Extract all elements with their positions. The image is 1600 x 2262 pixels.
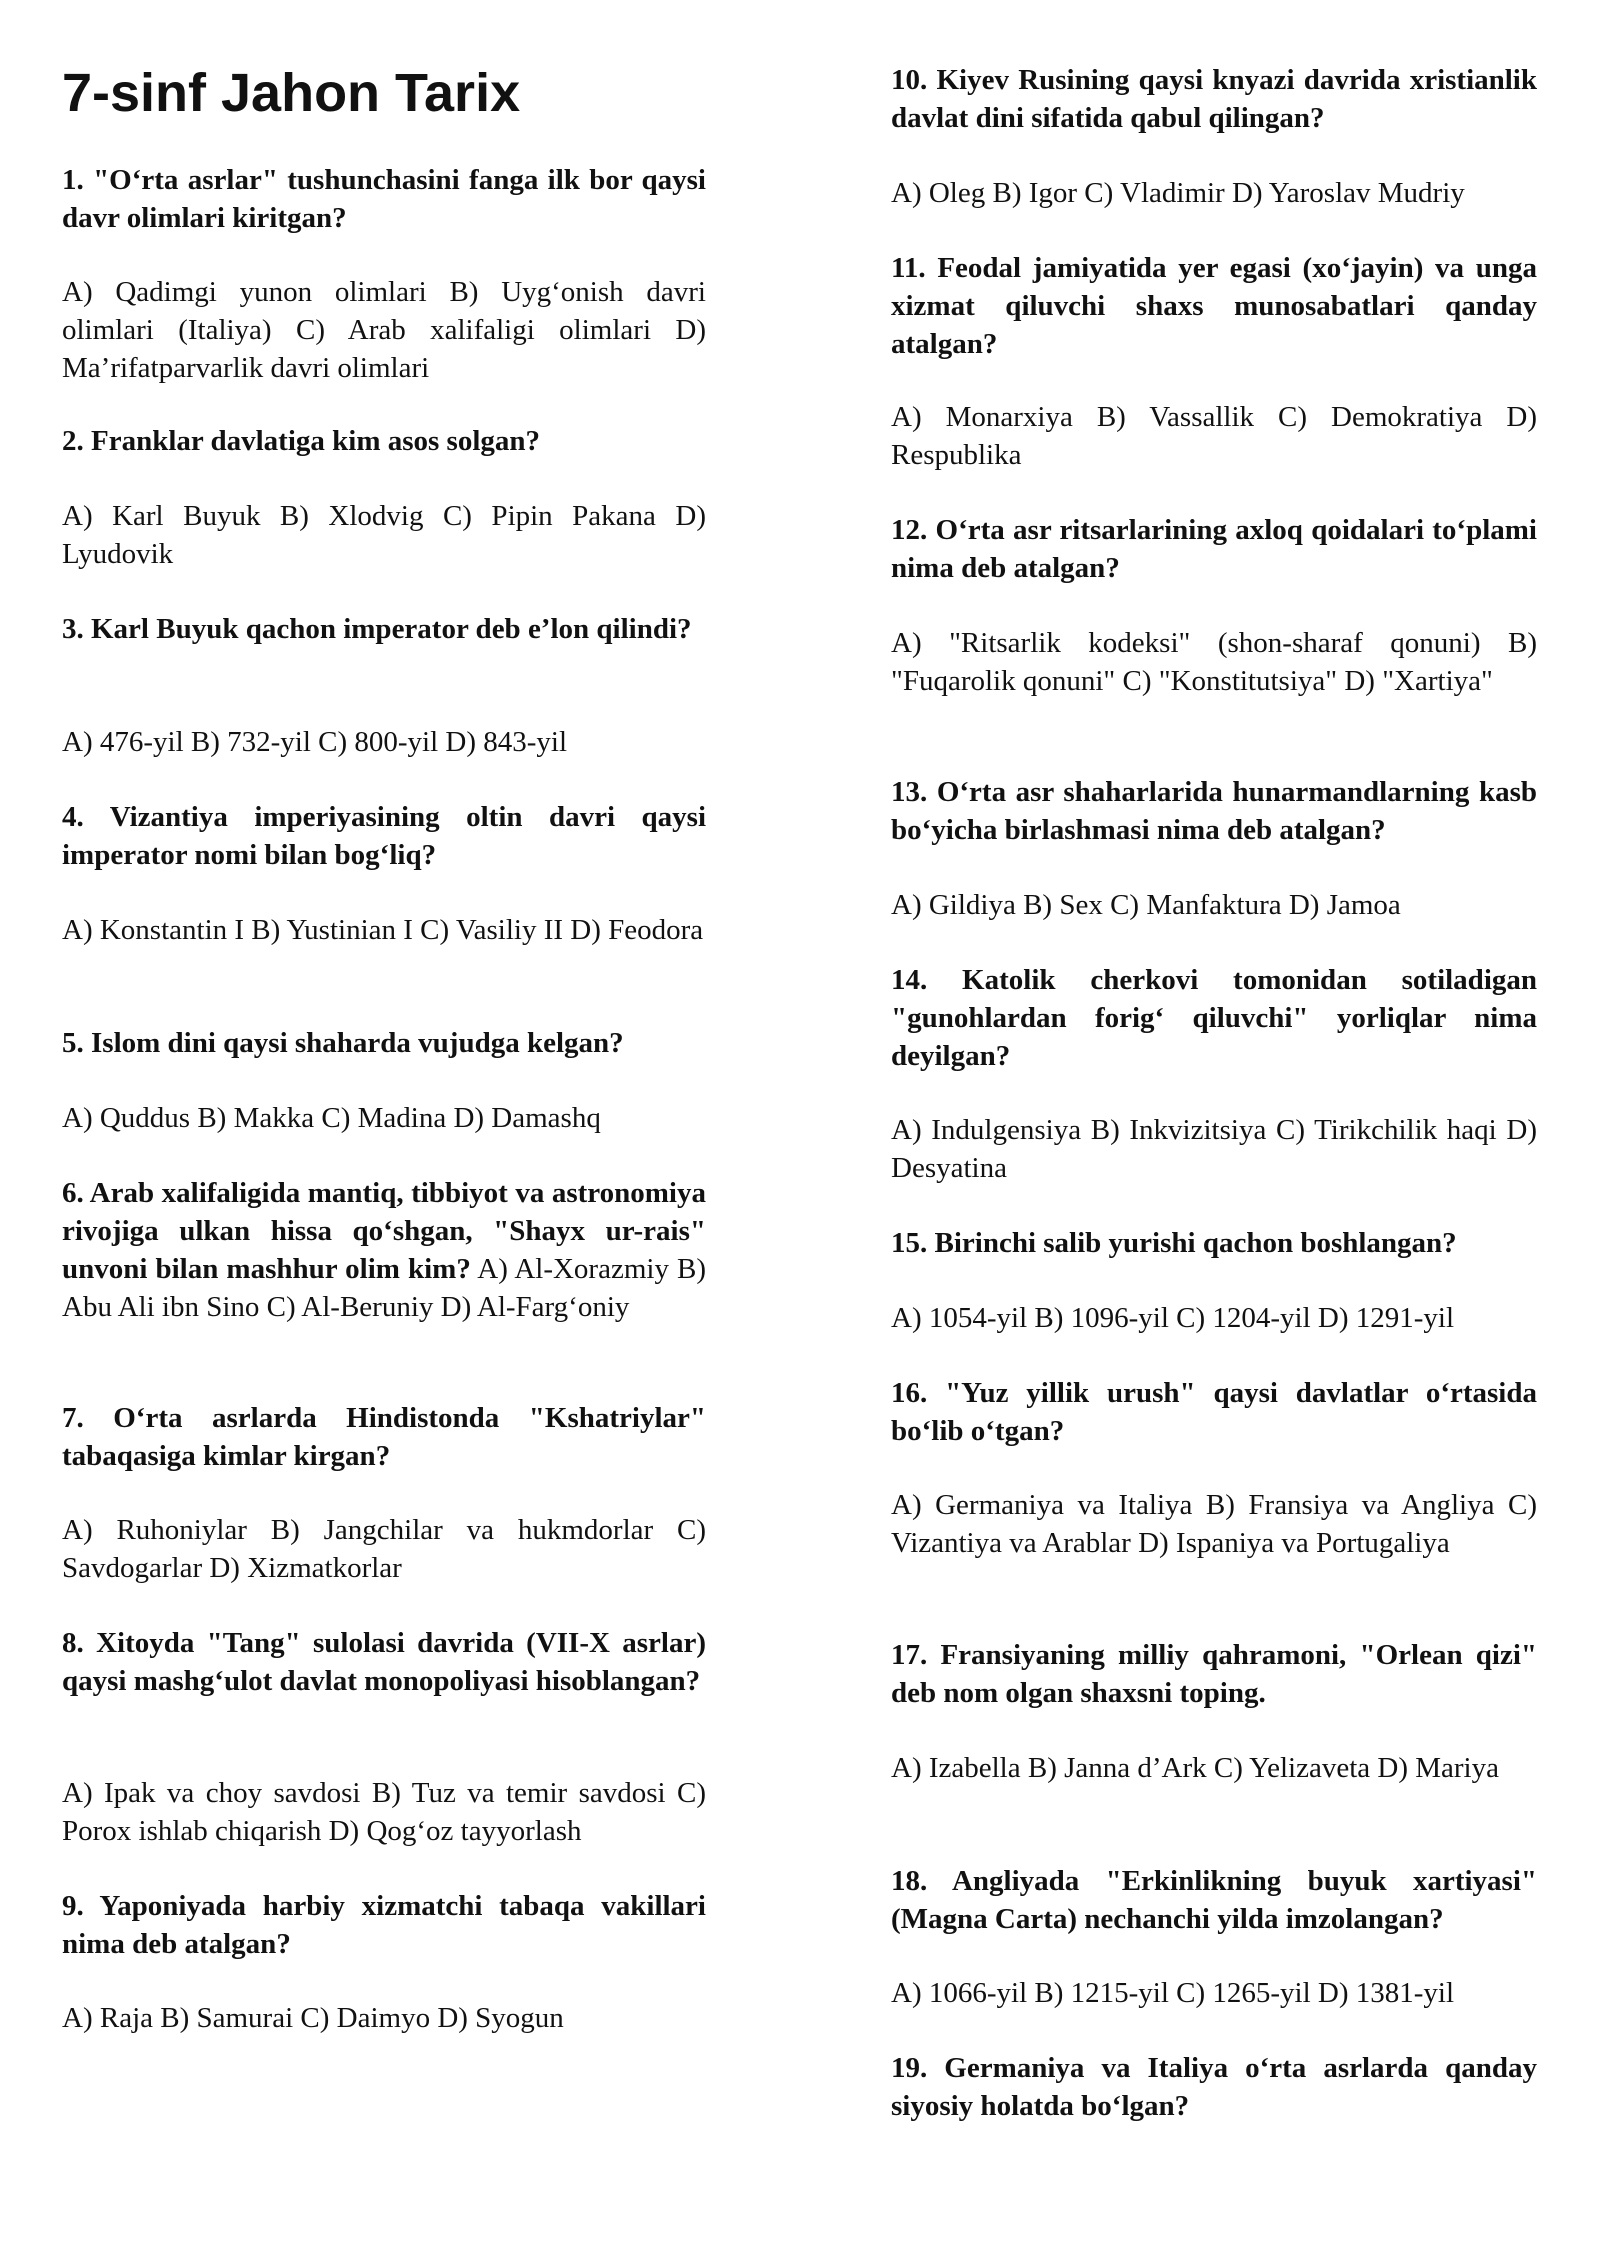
question-12: 12. O‘rta asr ritsarlarining axloq qoidalari to‘plami nima deb atalgan?	[891, 514, 1537, 584]
question-8: 8. Xitoyda "Tang" sulolasi davrida (VII-X asrlar) qaysi mashg‘ulot davlat monopoliyasi hisoblangan?	[62, 1627, 706, 1697]
question-2: 2. Franklar davlatiga kim asos solgan?	[62, 425, 541, 457]
question-14: 14. Katolik cherkovi tomonidan sotiladigan "gunohlardan forig‘ qiluvchi" yorliqlar nima deyilgan?	[891, 964, 1537, 1072]
answer-options-16: A) Germaniya va Italiya B) Fransiya va Angliya C) Vizantiya va Arablar D) Ispaniya va Portugaliya	[891, 1489, 1537, 1559]
answer-options-10: A) Oleg B) Igor C) Vladimir D) Yaroslav Mudriy	[891, 177, 1465, 209]
question-16: 16. "Yuz yillik urush" qaysi davlatlar o‘rtasida bo‘lib o‘tgan?	[891, 1377, 1537, 1447]
question-17: 17. Fransiyaning milliy qahramoni, "Orlean qizi" deb nom olgan shaxsni toping.	[891, 1639, 1537, 1709]
answer-options-8: A) Ipak va choy savdosi B) Tuz va temir savdosi C) Porox ishlab chiqarish D) Qog‘oz tayyorlash	[62, 1777, 706, 1847]
answer-options-1: A) Qadimgi yunon olimlari B) Uyg‘onish davri olimlari (Italiya) C) Arab xalifaligi olimlari D) Ma’rifatparvarlik davri olimlari	[62, 276, 706, 384]
answer-options-6: A) Al-Xorazmiy B) Abu Ali ibn Sino C) Al-Beruniy D) Al-Farg‘oniy	[62, 1253, 707, 1323]
answer-options-17: A) Izabella B) Janna d’Ark C) Yelizaveta D) Mariya	[891, 1752, 1499, 1784]
page-title: 7-sinf Jahon Tarix	[62, 63, 521, 123]
question-11: 11. Feodal jamiyatida yer egasi (xo‘jayin) va unga xizmat qiluvchi shaxs munosabatlari qanday atalgan?	[891, 252, 1537, 360]
question-1: 1. "O‘rta asrlar" tushunchasini fanga ilk bor qaysi davr olimlari kiritgan?	[62, 164, 706, 234]
question-6: 6. Arab xalifaligida mantiq, tibbiyot va astronomiya rivojiga ulkan hissa qo‘shgan, "Shayx ur-rais" unvoni bilan mashhur olim kim?	[62, 1177, 706, 1285]
question-9: 9. Yaponiyada harbiy xizmatchi tabaqa vakillari nima deb atalgan?	[62, 1890, 706, 1960]
answer-options-4: A) Konstantin I B) Yustinian I C) Vasiliy II D) Feodora	[62, 914, 704, 946]
question-15: 15. Birinchi salib yurishi qachon boshlangan?	[891, 1227, 1457, 1259]
question-6-block	[62, 1174, 706, 1326]
answer-options-15: A) 1054-yil B) 1096-yil C) 1204-yil D) 1291-yil	[891, 1302, 1455, 1334]
question-4: 4. Vizantiya imperiyasining oltin davri qaysi imperator nomi bilan bog‘liq?	[62, 801, 706, 871]
answer-options-12: A) "Ritsarlik kodeksi" (shon-sharaf qonuni) B) "Fuqarolik qonuni" C) "Konstitutsiya" D) "Xartiya"	[891, 627, 1537, 697]
question-3: 3. Karl Buyuk qachon imperator deb e’lon qilindi?	[62, 613, 692, 645]
answer-options-3: A) 476-yil B) 732-yil C) 800-yil D) 843-yil	[62, 726, 568, 758]
answer-options-7: A) Ruhoniylar B) Jangchilar va hukmdorlar C) Savdogarlar D) Xizmatkorlar	[62, 1514, 706, 1584]
question-18: 18. Angliyada "Erkinlikning buyuk xartiyasi" (Magna Carta) nechanchi yilda imzolangan?	[891, 1865, 1537, 1935]
answer-options-13: A) Gildiya B) Sex C) Manfaktura D) Jamoa	[891, 889, 1401, 921]
answer-options-14: A) Indulgensiya B) Inkvizitsiya C) Tirikchilik haqi D) Desyatina	[891, 1114, 1537, 1184]
question-10: 10. Kiyev Rusining qaysi knyazi davrida xristianlik davlat dini sifatida qabul qilingan?	[891, 64, 1537, 134]
question-19: 19. Germaniya va Italiya o‘rta asrlarda qanday siyosiy holatda bo‘lgan?	[891, 2052, 1537, 2122]
answer-options-2: A) Karl Buyuk B) Xlodvig C) Pipin Pakana D) Lyudovik	[62, 500, 706, 570]
question-7: 7. O‘rta asrlarda Hindistonda "Kshatriylar" tabaqasiga kimlar kirgan?	[62, 1402, 706, 1472]
answer-options-11: A) Monarxiya B) Vassallik C) Demokratiya D) Respublika	[891, 401, 1537, 471]
answer-options-18: A) 1066-yil B) 1215-yil C) 1265-yil D) 1381-yil	[891, 1977, 1455, 2009]
answer-options-9: A) Raja B) Samurai C) Daimyo D) Syogun	[62, 2002, 564, 2034]
answer-options-5: A) Quddus B) Makka C) Madina D) Damashq	[62, 1102, 601, 1134]
question-5: 5. Islom dini qaysi shaharda vujudga kelgan?	[62, 1027, 624, 1059]
question-13: 13. O‘rta asr shaharlarida hunarmandlarning kasb bo‘yicha birlashmasi nima deb atalgan?	[891, 776, 1537, 846]
